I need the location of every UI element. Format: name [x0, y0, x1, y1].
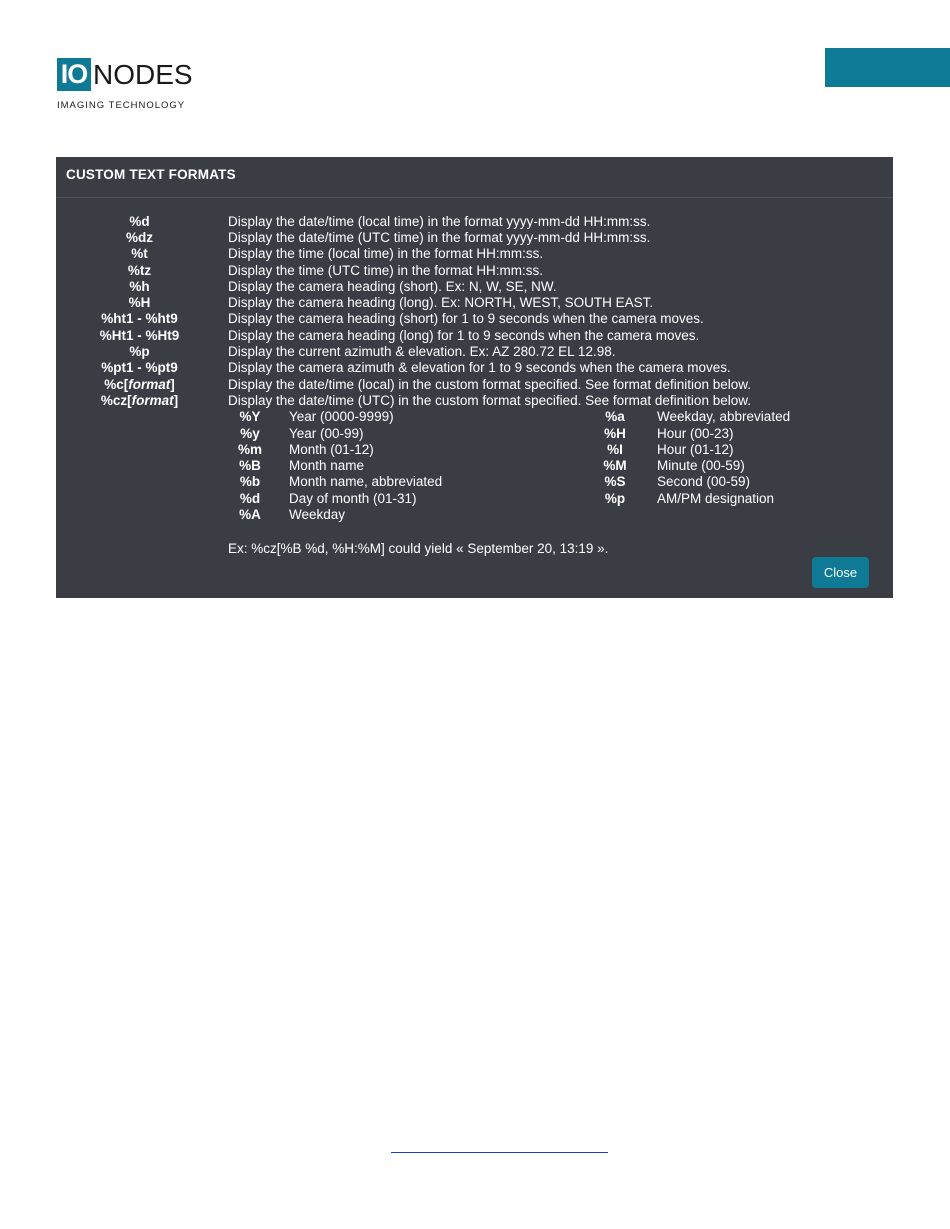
format-row	[56, 343, 893, 359]
format-row	[56, 278, 893, 294]
format-code: %pt1 - %pt9	[101, 360, 178, 376]
format-description: Display the date/time (UTC time) in the format yyyy-mm-dd HH:mm:ss.	[228, 229, 651, 245]
format-code: %t	[131, 246, 148, 262]
format-code: %d	[129, 213, 150, 229]
definition-description: Year (0000-9999)	[289, 409, 394, 425]
definition-code: %A	[239, 506, 261, 522]
definition-row	[593, 441, 853, 457]
format-row	[56, 294, 893, 310]
definition-row	[593, 490, 853, 506]
format-row	[56, 229, 893, 245]
custom-text-formats-dialog	[56, 157, 893, 598]
format-description: Display the date/time (UTC) in the custom format specified. See format definition below.	[228, 392, 751, 408]
definition-row	[228, 409, 593, 425]
definition-description: Weekday, abbreviated	[657, 409, 791, 425]
format-code: %h	[129, 278, 150, 294]
definition-code: %d	[239, 490, 261, 506]
format-description: Display the camera heading (short) for 1 to 9 seconds when the camera moves.	[228, 311, 704, 327]
header-accent-bar	[825, 48, 950, 87]
definition-code: %y	[240, 425, 260, 441]
format-row	[56, 392, 893, 408]
format-code: %p	[129, 344, 150, 360]
definition-code: %I	[607, 441, 623, 457]
definition-description: AM/PM designation	[657, 490, 775, 506]
definition-code: %H	[604, 425, 626, 441]
format-code: %ht1 - %ht9	[101, 311, 178, 327]
definition-code: %M	[603, 458, 627, 474]
definition-description: Second (00-59)	[657, 474, 751, 490]
definition-code: %S	[604, 474, 626, 490]
definition-code: %m	[237, 441, 262, 457]
format-row	[56, 327, 893, 343]
definition-description: Hour (01-12)	[657, 441, 734, 457]
definition-description: Day of month (01-31)	[289, 490, 417, 506]
definition-code: %p	[604, 490, 626, 506]
format-code: %tz	[127, 262, 152, 278]
format-example: Ex: %cz[%B %d, %H:%M] could yield « September 20, 13:19 ».	[228, 541, 609, 556]
format-description: Display the camera heading (short). Ex: N, W, SE, NW.	[228, 278, 557, 294]
format-row	[56, 360, 893, 376]
format-row	[56, 262, 893, 278]
format-definition-right	[593, 409, 853, 523]
format-definition-left	[228, 409, 593, 523]
definition-code: %a	[605, 409, 625, 425]
definition-description: Hour (00-23)	[657, 425, 734, 441]
dialog-divider	[56, 197, 893, 198]
format-code: %cz[format]	[100, 392, 179, 408]
dialog-title: CUSTOM TEXT FORMATS	[66, 167, 236, 182]
format-list	[56, 213, 893, 523]
definition-code: %b	[239, 474, 261, 490]
format-description: Display the camera heading (long). Ex: NORTH, WEST, SOUTH EAST.	[228, 295, 654, 311]
format-code: %Ht1 - %Ht9	[99, 327, 180, 343]
definition-description: Month name	[289, 458, 365, 474]
close-button[interactable]: Close	[812, 557, 869, 588]
format-row	[56, 213, 893, 229]
format-definition-table	[56, 409, 893, 523]
format-code: %H	[128, 295, 151, 311]
definition-row	[228, 490, 593, 506]
format-description: Display the current azimuth & elevation. Ex: AZ 280.72 EL 12.98.	[228, 344, 616, 360]
definition-row	[228, 441, 593, 457]
format-description: Display the camera heading (long) for 1 to 9 seconds when the camera moves.	[228, 327, 700, 343]
definition-row	[593, 457, 853, 473]
definition-row	[228, 474, 593, 490]
definition-code: %B	[239, 458, 261, 474]
definition-description: Month (01-12)	[289, 441, 374, 457]
format-description: Display the date/time (local time) in the format yyyy-mm-dd HH:mm:ss.	[228, 213, 651, 229]
format-code: %c[format]	[104, 376, 175, 392]
definition-row	[228, 425, 593, 441]
format-description: Display the camera azimuth & elevation for 1 to 9 seconds when the camera moves.	[228, 360, 731, 376]
format-row	[56, 311, 893, 327]
format-description: Display the time (local time) in the format HH:mm:ss.	[228, 246, 544, 262]
format-description: Display the date/time (local) in the custom format specified. See format definition below.	[228, 376, 751, 392]
format-code: %dz	[126, 229, 153, 245]
definition-description: Month name, abbreviated	[289, 474, 443, 490]
definition-row	[228, 506, 593, 522]
definition-code: %Y	[239, 409, 261, 425]
logo-tagline: IMAGING TECHNOLOGY	[57, 100, 186, 111]
logo-wordmark: NODES	[93, 58, 193, 90]
definition-row	[593, 425, 853, 441]
definition-description: Weekday	[289, 506, 346, 522]
format-row	[56, 246, 893, 262]
definition-row	[593, 409, 853, 425]
definition-row	[593, 474, 853, 490]
footer-link[interactable]	[391, 1152, 608, 1153]
format-row	[56, 376, 893, 392]
definition-description: Year (00-99)	[289, 425, 364, 441]
ionodes-logo	[57, 58, 197, 116]
logo-mark: IO	[57, 58, 91, 91]
format-description: Display the time (UTC time) in the format HH:mm:ss.	[228, 262, 544, 278]
definition-description: Minute (00-59)	[657, 458, 745, 474]
definition-row	[228, 457, 593, 473]
